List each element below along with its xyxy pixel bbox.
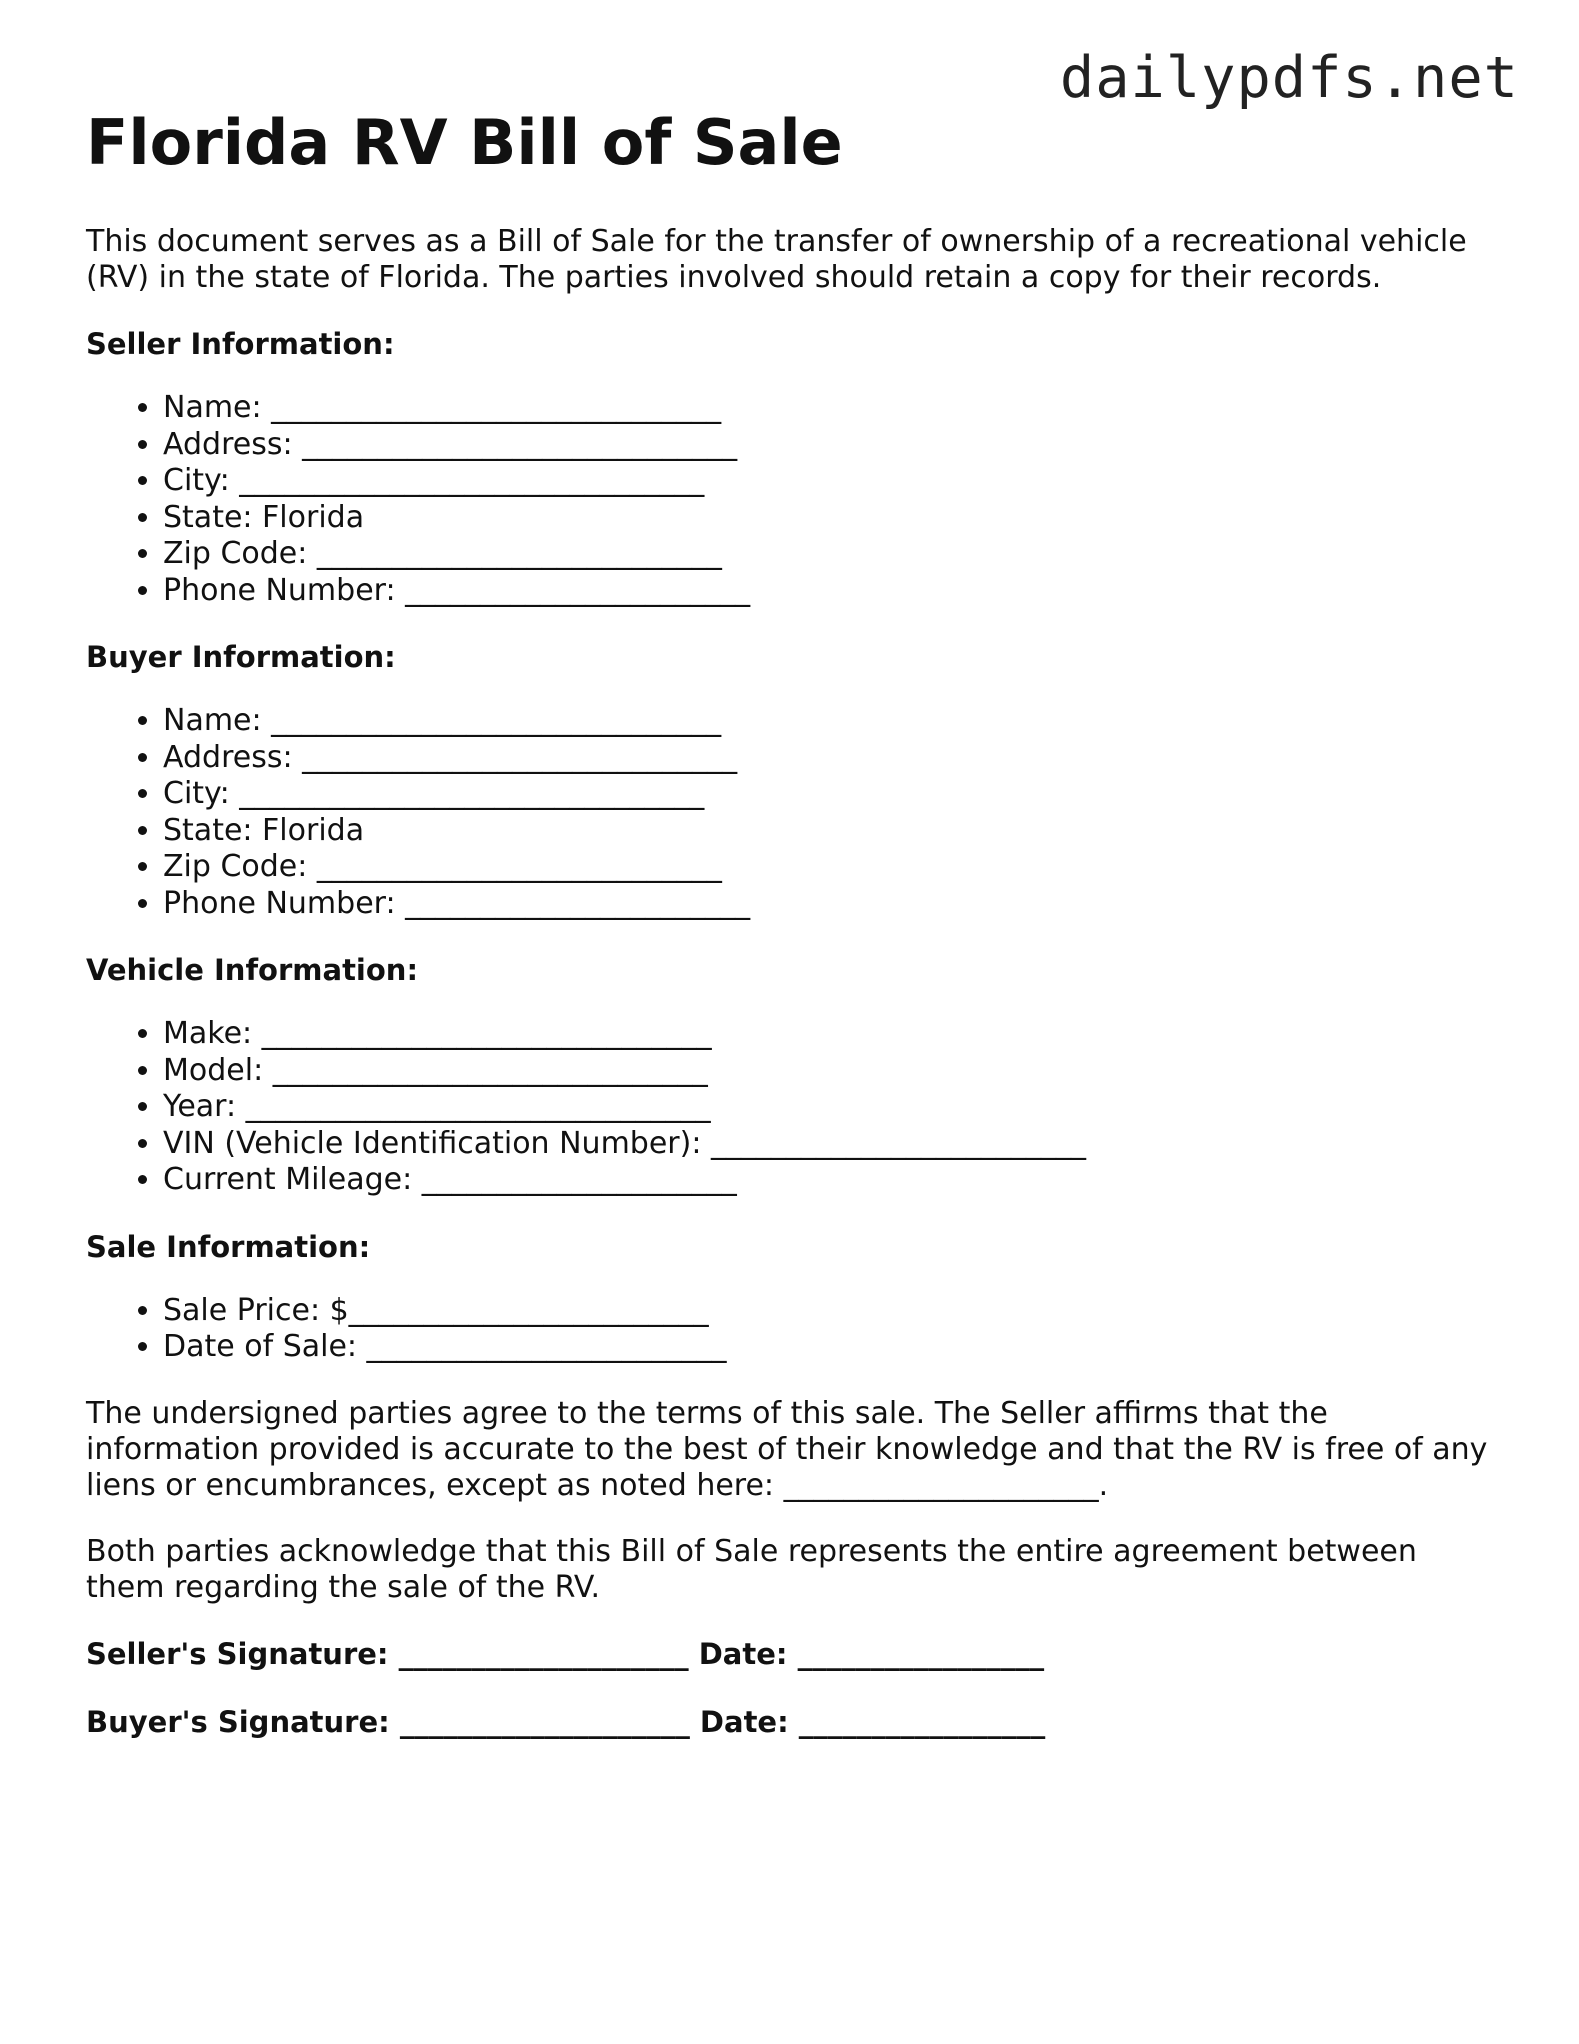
intro-paragraph: This document serves as a Bill of Sale for the transfer of ownership of a recreational vehicle (RV) in the state of Florida. The parties involved should retain a copy for their records. — [86, 224, 1467, 296]
vehicle-mileage-field: • Current Mileage: _____________________ — [163, 1162, 1496, 1199]
seller-city-field: • City: _______________________________ — [163, 463, 1496, 500]
sale-price-field: • Sale Price: $________________________ — [163, 1293, 1496, 1330]
document-page — [86, 106, 1496, 1772]
buyer-address-field: • Address: _____________________________ — [163, 740, 1496, 777]
vehicle-field-list — [86, 1016, 1496, 1199]
seller-heading: Seller Information: — [86, 327, 395, 362]
buyer-zip-field: • Zip Code: ___________________________ — [163, 849, 1496, 886]
buyer-heading: Buyer Information: — [86, 640, 396, 675]
vehicle-make-field: • Make: ______________________________ — [163, 1016, 1496, 1053]
buyer-city-field: • City: _______________________________ — [163, 776, 1496, 813]
buyer-field-list — [86, 703, 1496, 922]
watermark-text: dailypdfs.net — [1059, 45, 1519, 111]
buyer-signature-line: Buyer's Signature: ____________________ Date: _________________ — [86, 1704, 1046, 1739]
seller-zip-field: • Zip Code: ___________________________ — [163, 536, 1496, 573]
sale-heading: Sale Information: — [86, 1229, 371, 1264]
vehicle-vin-field: • VIN (Vehicle Identification Number): _________________________ — [163, 1126, 1496, 1163]
buyer-state-field: • State: Florida — [163, 813, 1496, 850]
seller-field-list — [86, 390, 1496, 609]
acknowledgement-paragraph: Both parties acknowledge that this Bill of Sale represents the entire agreement between them regarding the sale of the RV. — [86, 1533, 1417, 1605]
agreement-paragraph: The undersigned parties agree to the terms of this sale. The Seller affirms that the information provided is accurate to the best of their knowledge and that the RV is free of any liens or encumbrances, except as noted here: _____________________. — [86, 1395, 1488, 1503]
seller-signature-line: Seller's Signature: ____________________ Date: _________________ — [86, 1636, 1045, 1671]
sale-field-list — [86, 1293, 1496, 1366]
vehicle-model-field: • Model: _____________________________ — [163, 1053, 1496, 1090]
seller-state-field: • State: Florida — [163, 500, 1496, 537]
vehicle-heading: Vehicle Information: — [86, 953, 419, 988]
sale-date-field: • Date of Sale: ________________________ — [163, 1329, 1496, 1366]
buyer-phone-field: • Phone Number: _______________________ — [163, 886, 1496, 923]
document-title: Florida RV Bill of Sale — [86, 106, 843, 179]
seller-address-field: • Address: _____________________________ — [163, 427, 1496, 464]
seller-name-field: • Name: ______________________________ — [163, 390, 1496, 427]
vehicle-year-field: • Year: _______________________________ — [163, 1089, 1496, 1126]
buyer-name-field: • Name: ______________________________ — [163, 703, 1496, 740]
seller-phone-field: • Phone Number: _______________________ — [163, 573, 1496, 610]
